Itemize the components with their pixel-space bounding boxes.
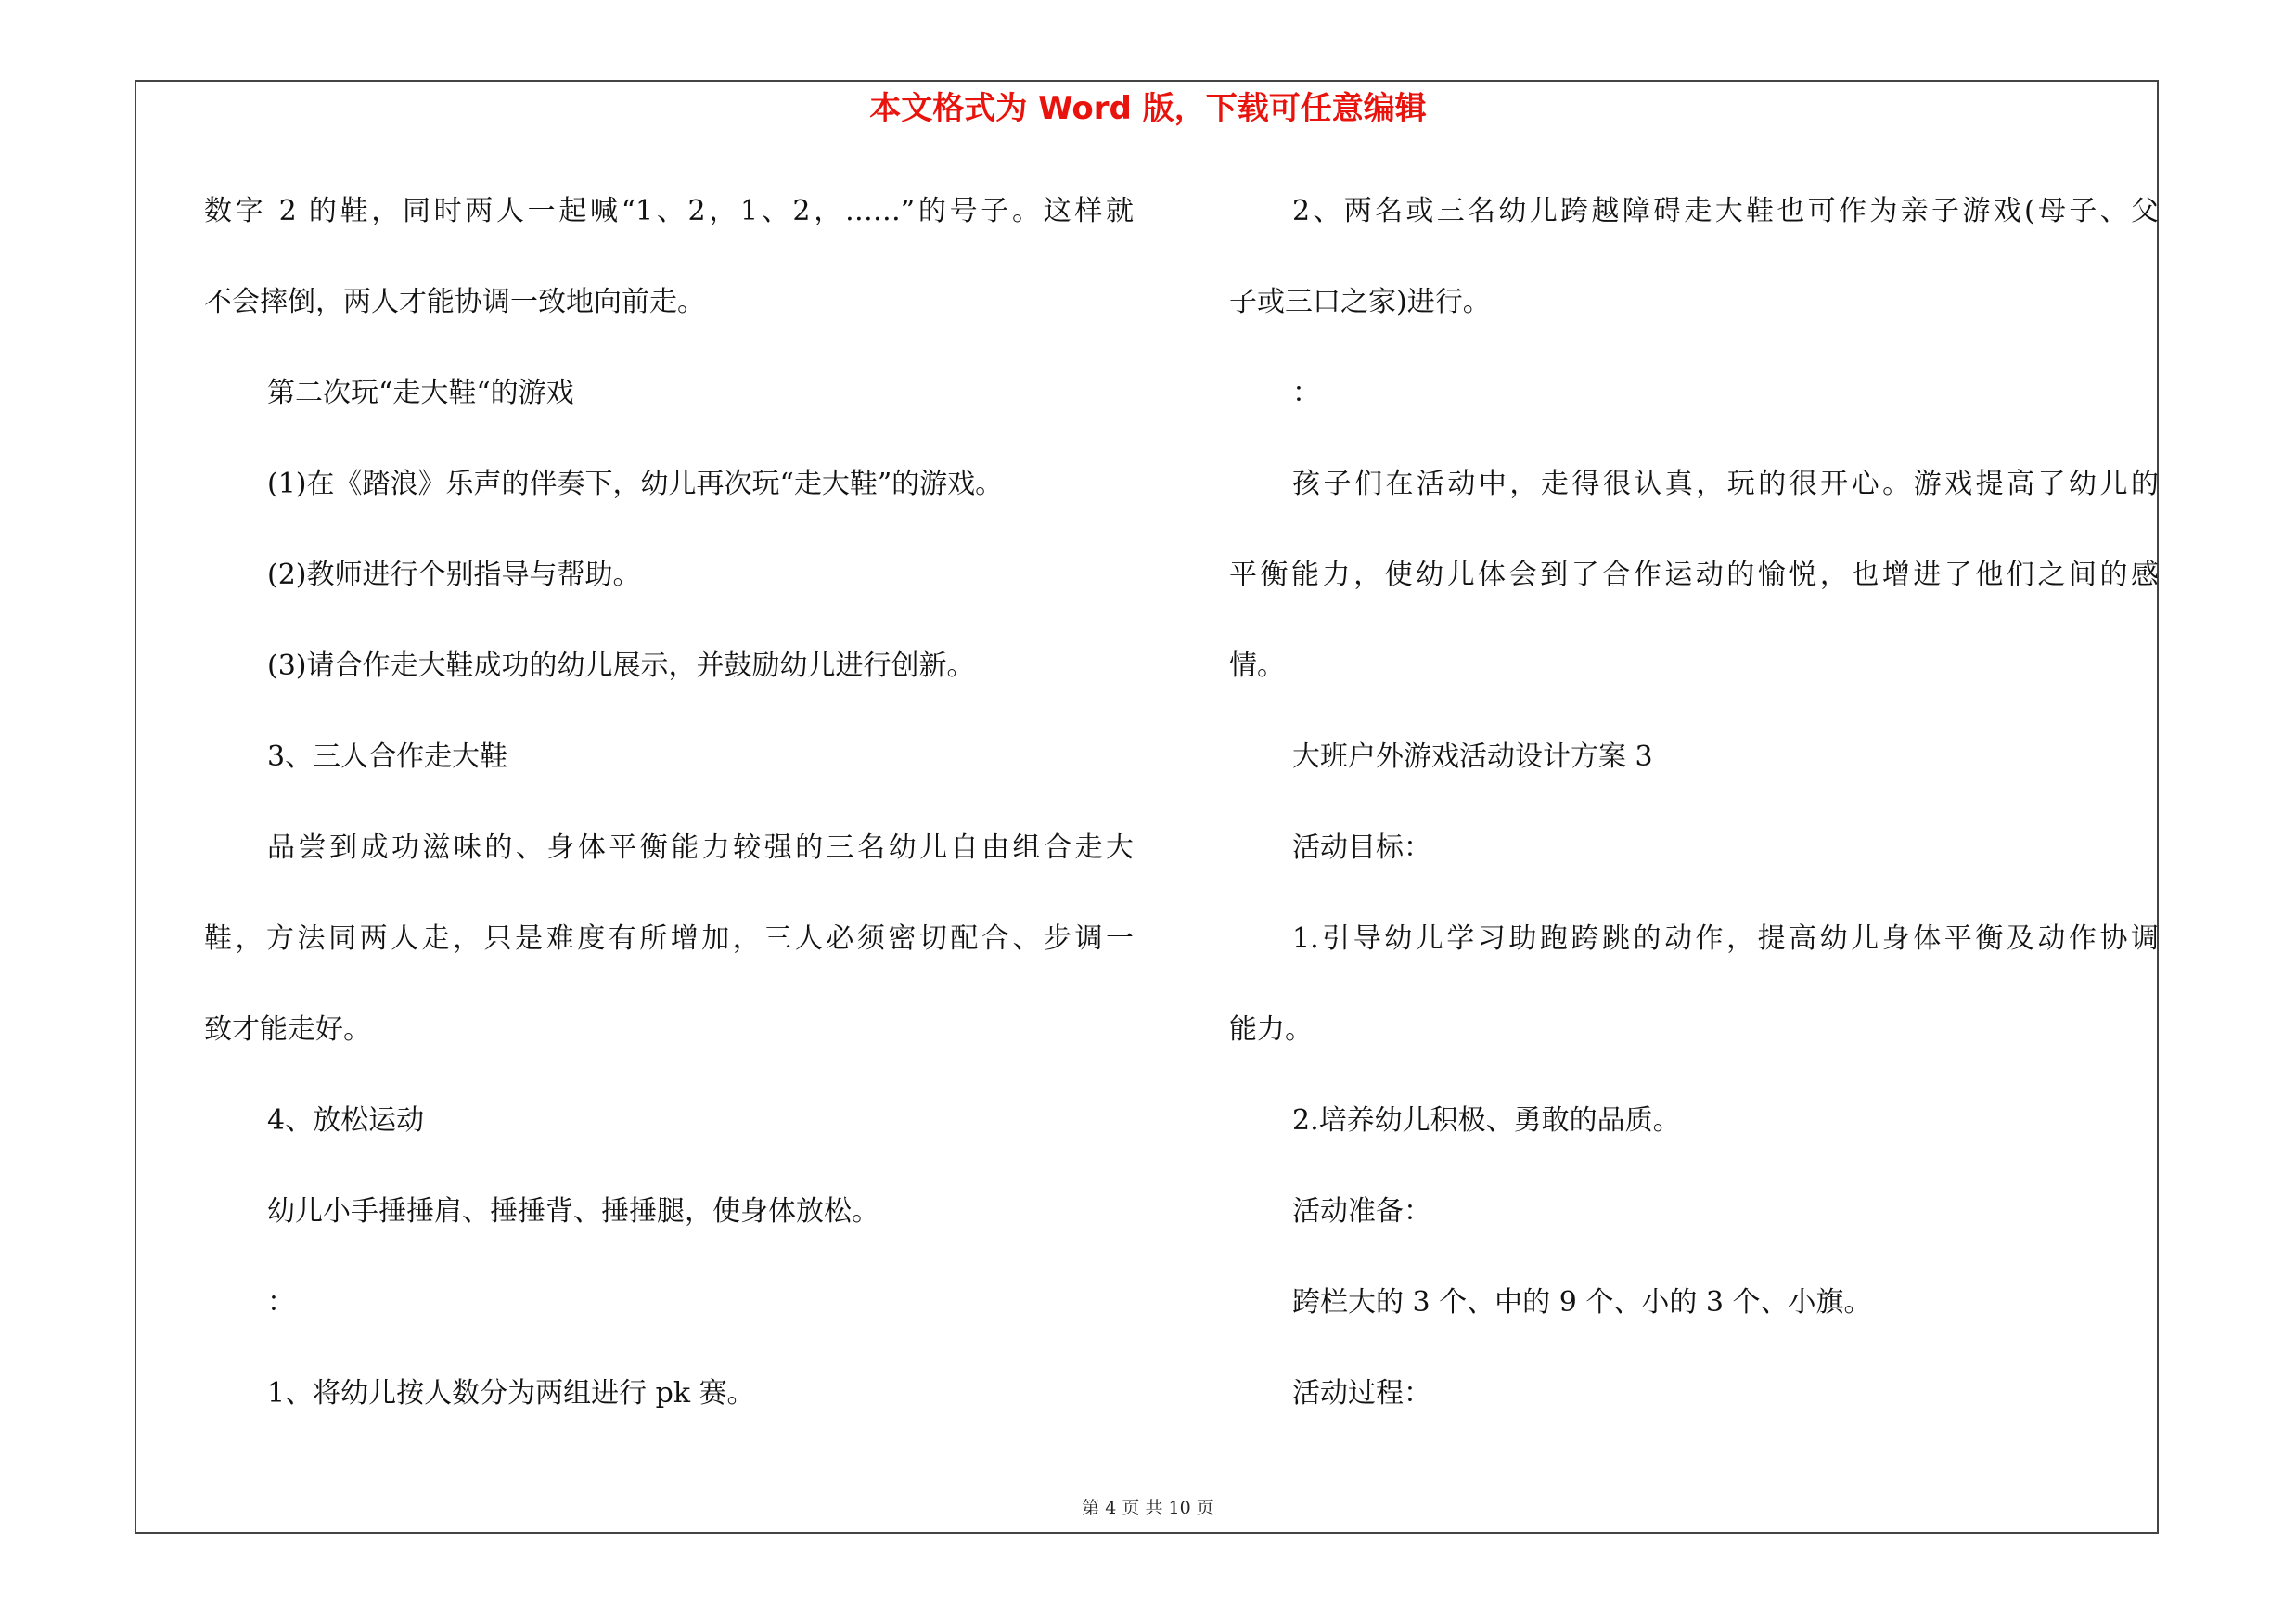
paragraph-line: 1.引导幼儿学习助跑跨跳的动作，提高幼儿身体平衡及动作协调 [1292, 922, 2159, 955]
paragraph-line: 活动目标： [1292, 831, 1431, 864]
paragraph-line: (1)在《踏浪》乐声的伴奏下，幼儿再次玩“走大鞋”的游戏。 [267, 468, 1004, 500]
document-banner: 本文格式为 Word 版，下载可任意编辑 [869, 90, 1427, 127]
paragraph-line: 孩子们在活动中，走得很认真，玩的很开心。游戏提高了幼儿的 [1292, 468, 2159, 500]
paragraph-line: 4、放松运动 [267, 1104, 425, 1137]
paragraph-line: 3、三人合作走大鞋 [267, 741, 508, 773]
paragraph-line: (2)教师进行个别指导与帮助。 [267, 559, 641, 591]
paragraph-line: 跨栏大的 3 个、中的 9 个、小的 3 个、小旗。 [1292, 1286, 1872, 1319]
paragraph-line: 1、将幼儿按人数分为两组进行 pk 赛。 [267, 1377, 755, 1410]
paragraph-line: 不会摔倒，两人才能协调一致地向前走。 [204, 286, 705, 318]
left-text-column [204, 184, 1134, 1457]
paragraph-line: 幼儿小手捶捶肩、捶捶背、捶捶腿，使身体放松。 [267, 1195, 879, 1228]
paragraph-line: 大班户外游戏活动设计方案 3 [1292, 741, 1653, 773]
paragraph-line: 能力。 [1229, 1013, 1313, 1046]
paragraph-line: 致才能走好。 [204, 1013, 371, 1046]
paragraph-line: 第二次玩“走大鞋“的游戏 [267, 377, 574, 409]
paragraph-line: ： [1292, 377, 1320, 409]
paragraph-line: ： [267, 1286, 295, 1319]
paragraph-line: 活动准备： [1292, 1195, 1431, 1228]
paragraph-line: 数字 2 的鞋，同时两人一起喊“1、2，1、2，……”的号子。这样就 [204, 195, 1134, 227]
paragraph-line: 品尝到成功滋味的、身体平衡能力较强的三名幼儿自由组合走大 [267, 831, 1134, 864]
paragraph-line: 鞋，方法同两人走，只是难度有所增加，三人必须密切配合、步调一 [204, 922, 1134, 955]
paragraph-line: 平衡能力，使幼儿体会到了合作运动的愉悦，也增进了他们之间的感 [1229, 559, 2159, 591]
paragraph-line: 2.培养幼儿积极、勇敢的品质。 [1292, 1104, 1681, 1137]
paragraph-line: 情。 [1229, 650, 1285, 682]
paragraph-line: 活动过程： [1292, 1377, 1431, 1410]
page-indicator: 第 4 页 共 10 页 [1082, 1498, 1214, 1518]
paragraph-line: 2、两名或三名幼儿跨越障碍走大鞋也可作为亲子游戏(母子、父 [1292, 195, 2159, 227]
paragraph-line: 子或三口之家)进行。 [1229, 286, 1491, 318]
paragraph-line: (3)请合作走大鞋成功的幼儿展示，并鼓励幼儿进行创新。 [267, 650, 975, 682]
right-text-column [1229, 184, 2159, 1457]
